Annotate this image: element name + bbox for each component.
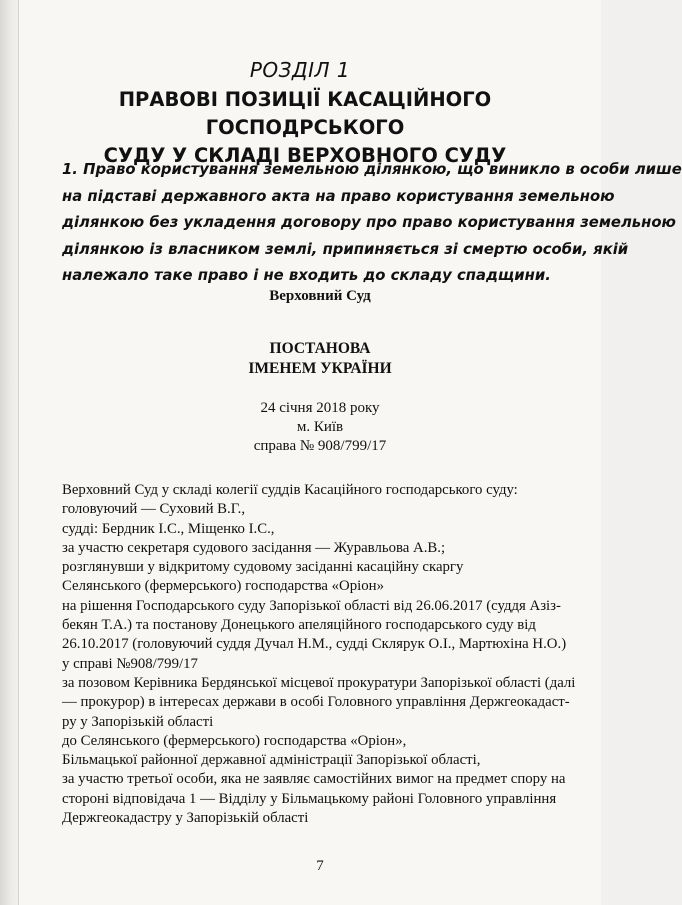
body-line: бекян Т.А.) та постанову Донецького апеляційного господарського суду від	[62, 617, 536, 634]
resolution-heading: ПОСТАНОВА	[269, 340, 371, 357]
page-number: 7	[316, 858, 324, 874]
body-line: Селянського (фермерського) господарства «Оріон»	[62, 578, 384, 595]
summary-line: на підставі державного акта на право користування земельною	[62, 187, 615, 205]
body-line: за участю секретаря судового засідання — Журавльова А.В.;	[62, 539, 446, 556]
resolution-subheading: ІМЕНЕМ УКРАЇНИ	[248, 360, 392, 377]
section-title-line: СУДУ У СКЛАДІ ВЕРХОВНОГО СУДУ	[103, 144, 507, 167]
body-line: Держгеокадастру у Запорізькій області	[62, 810, 309, 827]
body-line: за позовом Керівника Бердянської місцевої прокуратури Запорізької області (далі	[62, 674, 576, 691]
legal-position-summary	[62, 157, 682, 290]
body-line: на рішення Господарського суду Запорізької області від 26.06.2017 (суддя Азіз-	[62, 597, 561, 614]
court-name: Верховний Суд	[269, 288, 371, 304]
body-line: у справі №908/799/17	[62, 655, 198, 672]
body-line: — прокурор) в інтересах держави в особі Головного управління Держгеокадаст-	[62, 694, 570, 711]
body-line: ру у Запорізькій області	[62, 713, 214, 730]
decision-city: м. Київ	[296, 419, 344, 435]
body-line: до Селянського (фермерського) господарства «Оріон»,	[62, 732, 407, 749]
section-label: РОЗДІЛ 1	[249, 58, 351, 82]
summary-line: ділянкою із власником землі, припиняється зі смертю особи, якій	[62, 240, 629, 258]
body-line: Більмацької районної державної адміністрації Запорізької області,	[62, 752, 481, 769]
body-line: за участю третьої особи, яка не заявляє самостійних вимог на предмет спору на	[62, 771, 566, 788]
decision-date: 24 січня 2018 року	[260, 400, 380, 416]
body-line: Верховний Суд у складі колегії суддів Касаційного господарського суду:	[62, 482, 518, 498]
body-line: стороні відповідача 1 — Відділу у Більмацькому районі Головного управління	[62, 790, 557, 807]
summary-line: ділянкою без укладення договору про право користування земельною	[62, 214, 676, 231]
body-line: розглянувши у відкритому судовому засіданні касаційну скаргу	[62, 559, 464, 576]
body-line: судді: Бердник І.С., Міщенко І.С.,	[62, 520, 275, 537]
section-title-line: ПРАВОВІ ПОЗИЦІЇ КАСАЦІЙНОГО ГОСПОДРСЬКОГО	[118, 88, 492, 139]
body-line: 26.10.2017 (головуючий суддя Дучал Н.М., судді Склярук О.І., Мартюхіна Н.О.)	[62, 636, 567, 653]
decision-body	[62, 481, 582, 828]
summary-line: належало таке право і не входить до складу спадщини.	[62, 267, 551, 284]
summary-line: 1. Право користування земельною ділянкою, що виникло в особи лише	[62, 161, 682, 178]
case-number: справа № 908/799/17	[253, 438, 387, 454]
body-line: головуючий — Суховий В.Г.,	[62, 501, 246, 518]
